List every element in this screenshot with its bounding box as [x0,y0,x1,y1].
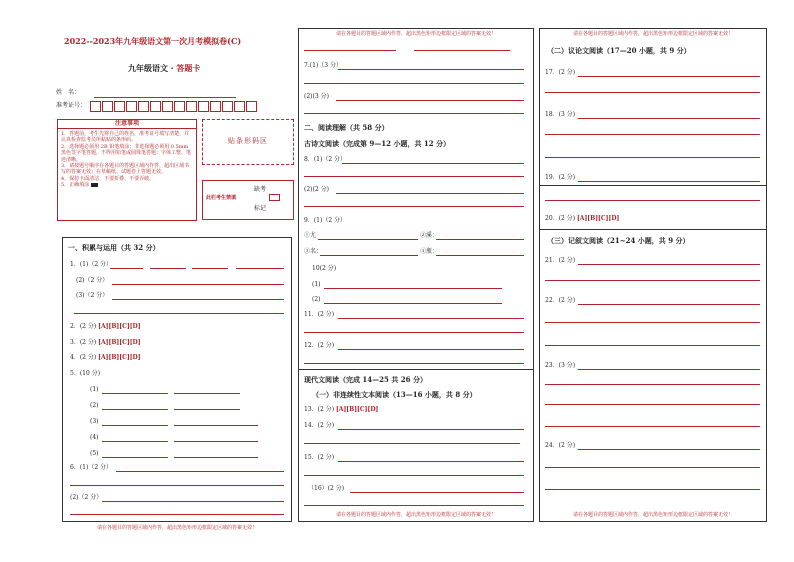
q18-label: 18．(3 分) [545,111,576,118]
q6-2-label: (2)（2 分） [70,494,103,501]
q21-label: 21．(2 分) [545,257,576,264]
q10-1-label: (1) [312,281,321,288]
q20-row[interactable] [545,215,619,223]
q1-1-line-d[interactable] [236,268,284,269]
q24-line-a[interactable] [578,449,760,450]
q10-2-label: (2) [312,296,321,303]
q16-line-b[interactable] [304,505,524,506]
q9-item-2: ②溪： [420,232,439,239]
q11-line-b[interactable] [304,332,524,333]
q13-label: 13．(2 分) [304,406,335,413]
q24-label: 24．(2 分) [545,442,576,449]
notice-item-2: 2．选择题必须用 2B 铅笔填涂；非选择题必须用 0.5mm 黑色签字笔答题，不得用铅笔或圆珠笔答题；字体工整、笔迹清晰。 [61,143,192,163]
q5-2-line-b[interactable] [174,409,240,410]
col2-top-line-a[interactable] [304,50,396,51]
q7-2-line-a[interactable] [336,100,524,101]
q1-1-label: 1．(1)（2 分） [70,261,113,268]
absent-checkbox[interactable] [269,194,280,201]
q2-options[interactable]: [A][B][C][D] [98,323,141,330]
col3-warning-bottom: 请在各题目的答题区域内作答，超出黑色矩形边框限定区域的答案无效！ [572,512,733,518]
q17-line-b[interactable] [545,92,760,93]
q11-label: 11．(2 分) [304,311,335,318]
col2-box [298,28,534,522]
filled-mark-sample [91,183,98,187]
absent-label-bottom: 标记 [254,205,267,212]
q6-1-label: 6．(1)（2 分） [70,464,113,471]
q13-row[interactable] [304,406,378,414]
q12-label: 12．(2 分) [304,342,335,349]
q1-3-label: (3)（2 分） [76,292,109,299]
modern-reading-title: 现代文阅读（完成 14—25 共 26 分） [304,375,427,384]
q7-1-line-b[interactable] [304,83,524,84]
exam-title: 2022--2023年九年级语文第一次月考模拟卷(C) [64,36,242,46]
q21-line-a[interactable] [578,264,760,265]
q8-1-label: 8．(1)（2 分） [304,156,347,163]
q16-label: （16）(2 分) [308,485,345,492]
q24-line-b[interactable] [545,467,760,468]
q6-1-line-b[interactable] [70,485,284,486]
q7-2-line-b[interactable] [304,113,524,114]
q23-line-c[interactable] [545,404,760,405]
absent-box [202,180,294,220]
q9-item-4-line[interactable] [436,255,524,256]
argument-reading-title: （二）议论文阅读（17—20 小题，共 9 分） [547,46,691,55]
q1-3-line-a[interactable] [112,299,284,300]
section2-title: 二、阅读理解（共 58 分） [304,123,389,132]
q7-1-label: 7.(1)（3 分） [304,62,342,69]
q5-5-line-b[interactable] [174,457,258,458]
q9-label: 9．(1)（2 分） [304,217,347,224]
notice-item-1: 1．答题前，考生先将自己的姓名，准考证号填写清楚，并认真检查监考员所粘贴的条形码。 [61,131,190,144]
q20-options[interactable]: [A][B][C][D] [576,215,620,222]
col3-divider-b [539,229,767,230]
q20-label: 20．(2 分) [545,215,576,222]
subtitle-main: 九年级语文 · [128,63,177,73]
col2-warning-top: 请在各题目的答题区域内作答，超出黑色矩形边框限定区域的答案无效！ [335,31,496,37]
q9-item-1: ①尤 [304,232,317,239]
q17-label: 17．(2 分) [545,69,576,76]
q8-2-line-a[interactable] [336,193,524,194]
q6-1-line-a[interactable] [116,471,284,472]
q22-line-c[interactable] [545,345,760,346]
q17-line-a[interactable] [578,76,760,77]
q1-2-label: (2)（2 分） [76,277,109,284]
q2-row[interactable] [70,323,141,331]
q5-3-line-a[interactable] [102,425,168,426]
q8-1-line-b[interactable] [304,176,524,177]
q7-2-label: (2)(3 分) [304,93,329,100]
q8-1-line-a[interactable] [342,163,524,164]
section1-title: 一、积累与运用（共 32 分） [68,243,160,252]
col1-warning: 请在各题目的答题区域内作答，超出黑色矩形边框限定区域的答案无效！ [96,525,257,531]
q23-line-d[interactable] [545,426,760,427]
q5-4-line-a[interactable] [102,441,168,442]
q13-options[interactable]: [A][B][C][D] [335,406,379,413]
barcode-label: 贴条形码区 [228,137,268,145]
q23-line-a[interactable] [578,369,760,370]
q14-line-b[interactable] [304,443,520,444]
q10-label: 10(2 分) [312,265,337,272]
q6-2-line-a[interactable] [102,501,284,502]
q9-item-1-line[interactable] [318,239,418,240]
subtitle-accent: 答题卡 [176,63,201,73]
q9-item-3-line[interactable] [320,255,418,256]
q4-label: 4．(2 分) [70,354,97,361]
q14-label: 14．(2 分) [304,422,335,429]
col2-divider [298,369,534,370]
q6-2-line-b[interactable] [70,514,284,515]
q22-line-b[interactable] [545,322,760,323]
q10-1-line[interactable] [324,288,502,289]
notice-item-5: 5．正确填涂 [61,182,90,189]
q9-item-2-line[interactable] [436,239,524,240]
q15-line-a[interactable] [338,461,524,462]
q5-2-line-a[interactable] [102,409,168,410]
q1-3-line-b[interactable] [74,313,284,314]
col2-warning-bottom: 请在各题目的答题区域内作答，超出黑色矩形边框限定区域的答案无效！ [335,512,496,518]
q3-row[interactable] [70,339,141,347]
col2-top-line-b[interactable] [414,50,510,51]
q5-label: 5．(10 分) [70,370,101,377]
q5-1-line-b[interactable] [174,393,240,394]
q18-line-b[interactable] [545,134,760,135]
q5-4-label: (4) [90,434,99,441]
q12-line-a[interactable] [338,349,524,350]
absent-note: 此栏考生禁填 [206,195,237,201]
q5-4-line-b[interactable] [174,441,258,442]
poem-title: 古诗文阅读（完成第 9—12 小题，共 12 分） [304,139,451,148]
q11-line-a[interactable] [338,318,524,319]
q12-line-b[interactable] [304,363,524,364]
q22-line-a[interactable] [578,304,760,305]
q5-2-label: (2) [90,402,99,409]
q19-label: 19．(2 分) [545,174,576,181]
name-label: 姓 名： [56,89,81,96]
exam-no-boxes[interactable] [90,101,258,112]
col3-warning-top: 请在各题目的答题区域内作答，超出黑色矩形边框限定区域的答案无效！ [572,31,733,37]
q3-label: 3．(2 分) [70,339,97,346]
q2-label: 2．(2 分) [70,323,97,330]
q5-3-label: (3) [90,418,99,425]
q8-2-line-b[interactable] [304,206,524,207]
notice-item-4: 4．保持卡面清洁，不要折叠、不要弄破。 [61,175,155,182]
q5-5-label: (5) [90,450,99,457]
narrative-reading-title: （三）记叙文阅读（21~24 小题，共 9 分） [547,236,690,245]
q10-2-line[interactable] [324,303,502,304]
q1-2-line[interactable] [112,284,284,285]
q19-line-b[interactable] [545,200,760,201]
q1-1-line-a[interactable] [110,268,143,269]
q18-line-a[interactable] [578,118,760,119]
barcode-area [202,119,294,165]
q18-line-c[interactable] [545,157,760,158]
q16-line-a[interactable] [350,492,524,493]
q5-5-line-a[interactable] [102,457,168,458]
q23-line-b[interactable] [545,384,760,385]
q5-3-line-b[interactable] [174,425,258,426]
q4-row[interactable] [70,354,141,362]
answer-sheet-title [128,63,200,73]
q7-1-line-a[interactable] [338,69,524,70]
q21-line-b[interactable] [545,280,760,281]
q19-line-a[interactable] [578,181,760,182]
q9-item-4: ④瓶： [420,248,439,255]
q8-2-label: (2)(2 分) [304,186,329,193]
q24-line-c[interactable] [545,489,760,490]
col3-divider-a [539,185,767,186]
q14-line-a[interactable] [338,429,524,430]
q3-options[interactable]: [A][B][C][D] [98,339,141,346]
nonlit-reading-title: （一）非连续性文本阅读（13—16 小题，共 8 分） [312,390,477,399]
notice-box [57,119,197,221]
notice-title: 注意事项 [58,120,196,129]
q23-label: 23．(3 分) [545,362,576,369]
q5-1-label: (1) [90,386,99,393]
absent-label-top: 缺考 [254,186,267,193]
q22-label: 22．(2 分) [545,297,576,304]
q1-1-line-b[interactable] [150,268,186,269]
q15-label: 15．(2 分) [304,454,335,461]
q15-line-b[interactable] [304,475,524,476]
q5-1-line-a[interactable] [102,393,168,394]
notice-item-3: 3．请按题号顺序在各题目的答题区域内作答，超出区域书写的答案无效；在草稿纸、试题卷上答题无效。 [61,163,190,176]
q4-options[interactable]: [A][B][C][D] [98,354,141,361]
name-field[interactable] [94,97,236,98]
q9-item-3: ③名： [304,248,323,255]
exam-no-label: 准考证号： [56,102,87,109]
q1-1-line-c[interactable] [192,268,228,269]
